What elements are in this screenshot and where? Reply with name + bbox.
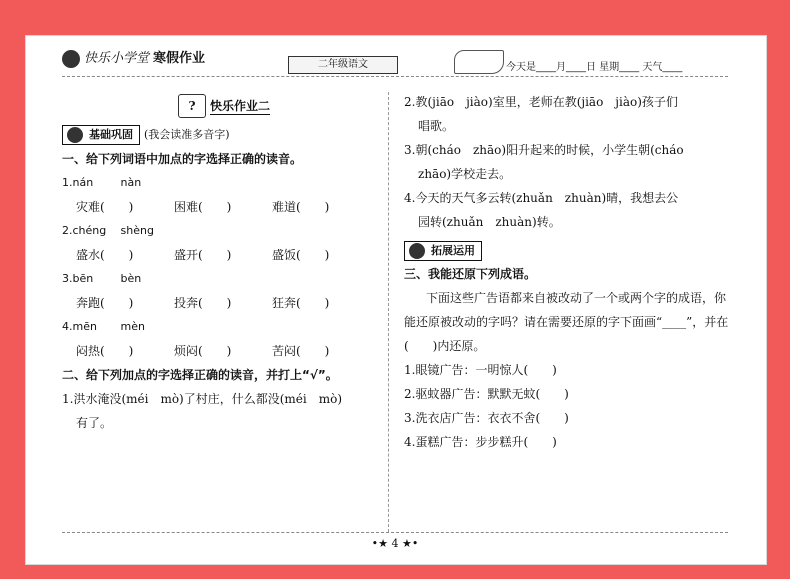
q2-item-4-line1: 4.今天的天气多云转(zhuǎn zhuàn)晴，我想去公 [404, 191, 679, 205]
q2-item-1-line2: 有了。 [76, 416, 113, 430]
header-divider [62, 76, 728, 77]
right-column [404, 90, 734, 454]
page-header [26, 36, 766, 76]
q2-item-3-line2: zhāo)学校走去。 [418, 167, 512, 181]
ad-item-2: 2.驱蚊器广告：默默无蚊( ) [404, 387, 569, 401]
brand-name: 快乐小学堂 [84, 51, 150, 66]
worksheet-page [26, 36, 766, 564]
mascot-icon [62, 50, 80, 68]
section-title-text: 快乐作业二 [210, 99, 271, 113]
q2-item-3-line1: 3.朝(cháo zhāo)阳升起来的时候，小学生朝(cháo [404, 143, 684, 157]
question-mark-icon: ? [178, 94, 206, 118]
date-weather-line: 今天是____月____日 星期____ 天气____ [506, 62, 683, 73]
question-2: 二、给下列加点的字选择正确的读音，并打上“√”。 [62, 368, 338, 382]
ad-item-1: 1.眼镜广告：一明惊人( ) [404, 363, 557, 377]
grade-label: 二年级语文 [288, 56, 398, 74]
page-number: •★ 4 ★• [62, 532, 728, 555]
ad-item-4: 4.蛋糕广告：步步糕升( ) [404, 435, 557, 449]
item-3-words: 奔跑( ) 投奔( ) 狂奔( ) [76, 296, 330, 310]
sleigh-icon [454, 50, 504, 74]
q2-item-2-line2: 唱歌。 [418, 119, 455, 133]
item-2-words: 盛水( ) 盛开( ) 盛饭( ) [76, 248, 330, 262]
ad-item-3: 3.洗衣店广告：衣衣不舍( ) [404, 411, 569, 425]
left-column [62, 92, 382, 435]
question-3: 三、我能还原下列成语。 [404, 267, 537, 281]
header-logo [62, 47, 205, 68]
item-1-pinyin: 1.nán nàn [62, 176, 142, 189]
column-divider [388, 92, 389, 532]
item-2-pinyin: 2.chéng shèng [62, 224, 154, 237]
basic-banner: 基础巩固 [62, 125, 140, 145]
extend-banner: 拓展运用 [404, 241, 482, 261]
section-title [62, 92, 382, 122]
item-3-pinyin: 3.bēn bèn [62, 272, 142, 285]
item-4-words: 闷热( ) 烦闷( ) 苦闷( ) [76, 344, 330, 358]
item-4-pinyin: 4.mēn mèn [62, 320, 145, 333]
question-3-instructions: 下面这些广告语都来自被改动了一个或两个字的成语，你能还原被改动的字吗？请在需要还原的字下面画“____”，并在( )内还原。 [404, 291, 729, 353]
q2-item-1-line1: 1.洪水淹没(méi mò)了村庄，什么都没(méi mò) [62, 392, 343, 406]
banner-hint: (我会读准多音字) [144, 128, 230, 141]
book-title: 寒假作业 [153, 51, 206, 66]
question-1: 一、给下列词语中加点的字选择正确的读音。 [62, 152, 303, 166]
item-1-words: 灾难( ) 困难( ) 难道( ) [76, 200, 330, 214]
q2-item-4-line2: 园转(zhuǎn zhuàn)转。 [418, 215, 561, 229]
q2-item-2-line1: 2.教(jiāo jiào)室里，老师在教(jiāo jiào)孩子们 [404, 95, 678, 109]
